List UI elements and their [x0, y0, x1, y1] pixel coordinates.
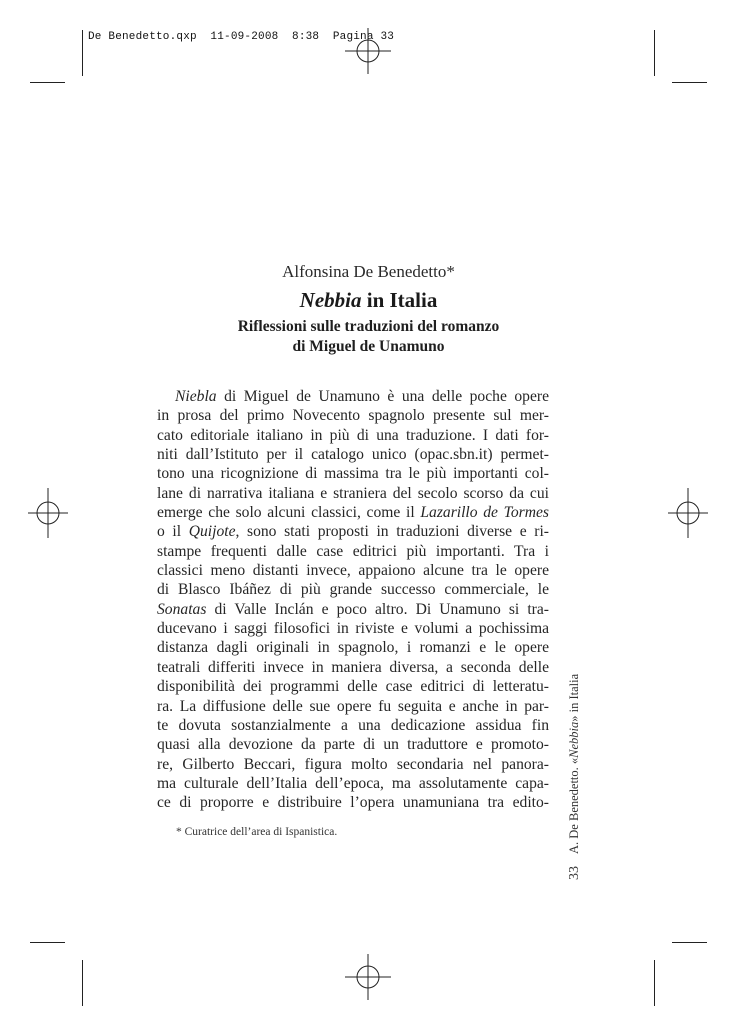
text-run: classici meno distanti invece, appaiono alcune tra le opere — [157, 562, 549, 580]
article-title — [0, 288, 737, 313]
registration-mark-bottom — [343, 954, 393, 1000]
body-line — [157, 542, 549, 561]
body-line — [157, 387, 549, 406]
text-run: di Valle Inclán e poco altro. Di Unamuno si tra- — [206, 600, 549, 618]
running-head-suffix: » in Italia — [567, 673, 581, 722]
crop-mark — [30, 942, 65, 943]
running-head-prefix: A. De Benedetto. « — [567, 757, 581, 854]
crop-mark — [672, 82, 707, 83]
crop-mark — [30, 82, 65, 83]
text-run: distanza dagli originali in spagnolo, i romanzi e le opere — [157, 639, 549, 657]
text-run: ma culturale dell’Italia dell’epoca, ma assolutamente capa- — [157, 774, 549, 792]
crop-mark — [82, 960, 83, 1006]
body-line — [157, 755, 549, 774]
title-rest: in Italia — [361, 288, 438, 312]
title-italic: Nebbia — [299, 288, 362, 312]
italic-run: Quijote — [188, 523, 236, 541]
body-line — [157, 580, 549, 599]
running-head — [567, 674, 583, 880]
text-run: di Miguel de Unamuno è una delle poche opere — [216, 388, 549, 405]
running-head-italic: Nebbia — [567, 721, 581, 758]
body-line — [157, 716, 549, 735]
print-slug: De Benedetto.qxp 11-09-2008 8:38 Pagina 33 — [88, 31, 395, 43]
text-run: quasi alla devozione da parte di un traduttore e promoto- — [157, 736, 549, 754]
footnote: * Curatrice dell’area di Ispanistica. — [176, 826, 338, 838]
body-line — [157, 426, 549, 445]
text-run: lane di narrativa italiana e straniera del secolo scorso da cui — [157, 484, 549, 502]
text-run: ce di proporre e distribuire l’opera unamuniana tra edito- — [157, 794, 549, 812]
body-line — [157, 658, 549, 677]
text-run: cato editoriale italiano in più di una traduzione. I dati for- — [157, 426, 549, 444]
registration-mark-left — [28, 488, 68, 538]
crop-mark — [672, 942, 707, 943]
body-line — [157, 464, 549, 483]
italic-run: Lazarillo de Tormes — [420, 504, 549, 522]
registration-mark-right — [668, 488, 708, 538]
text-run: in prosa del primo Novecento spagnolo presente sul mer- — [157, 407, 549, 425]
text-run: ducevano i saggi filosofici in riviste e volumi a pochissima — [157, 620, 549, 638]
italic-run: Niebla — [175, 388, 217, 405]
subtitle-line: di Miguel de Unamuno — [292, 338, 445, 355]
author-name: Alfonsina De Benedetto* — [282, 262, 455, 281]
text-run: te dovuta sostanzialmente a una dedicazione assidua fin — [157, 716, 549, 734]
body-line — [157, 793, 549, 812]
body-line — [157, 735, 549, 754]
crop-mark — [654, 30, 655, 76]
body-line — [157, 697, 549, 716]
body-line — [157, 406, 549, 425]
body-line — [157, 638, 549, 657]
registration-mark-top — [343, 28, 393, 74]
body-line — [157, 561, 549, 580]
text-run: emerge che solo alcuni classici, come il — [157, 504, 421, 522]
text-run: niti dall’Istituto per il catalogo unico (opac.sbn.it) permet- — [157, 446, 549, 464]
crop-mark — [654, 960, 655, 1006]
crop-mark — [82, 30, 83, 76]
text-run: di Blasco Ibáñez di più grande successo commerciale, le — [157, 581, 549, 599]
text-run: teatrali differiti invece in maniera diversa, a seconda delle — [157, 658, 549, 676]
text-run: o il — [157, 523, 189, 541]
article-subtitle — [0, 317, 737, 357]
body-line — [157, 445, 549, 464]
text-run: stampe frequenti dalle case editrici più importanti. Tra i — [157, 542, 549, 560]
italic-run: Sonatas — [157, 600, 207, 618]
text-run: re, Gilberto Beccari, figura molto secondaria nel panora- — [157, 755, 549, 773]
text-run: tono una ricognizione di massima tra le più importanti col- — [157, 465, 549, 483]
body-line — [157, 677, 549, 696]
body-line — [157, 774, 549, 793]
body-line — [157, 522, 549, 541]
text-run: , sono stati proposti in traduzioni diverse e ri- — [235, 523, 549, 541]
body-line — [157, 484, 549, 503]
body-line — [157, 503, 549, 522]
page-number: 33 — [567, 866, 582, 880]
subtitle-line: Riflessioni sulle traduzioni del romanzo — [237, 318, 500, 335]
body-paragraph — [157, 387, 549, 813]
text-run: disponibilità dei programmi delle case editrici di letteratu- — [157, 678, 549, 696]
text-run: ra. La diffusione delle sue opere fu seguita e anche in par- — [157, 697, 549, 715]
body-line — [157, 619, 549, 638]
body-line — [157, 600, 549, 619]
